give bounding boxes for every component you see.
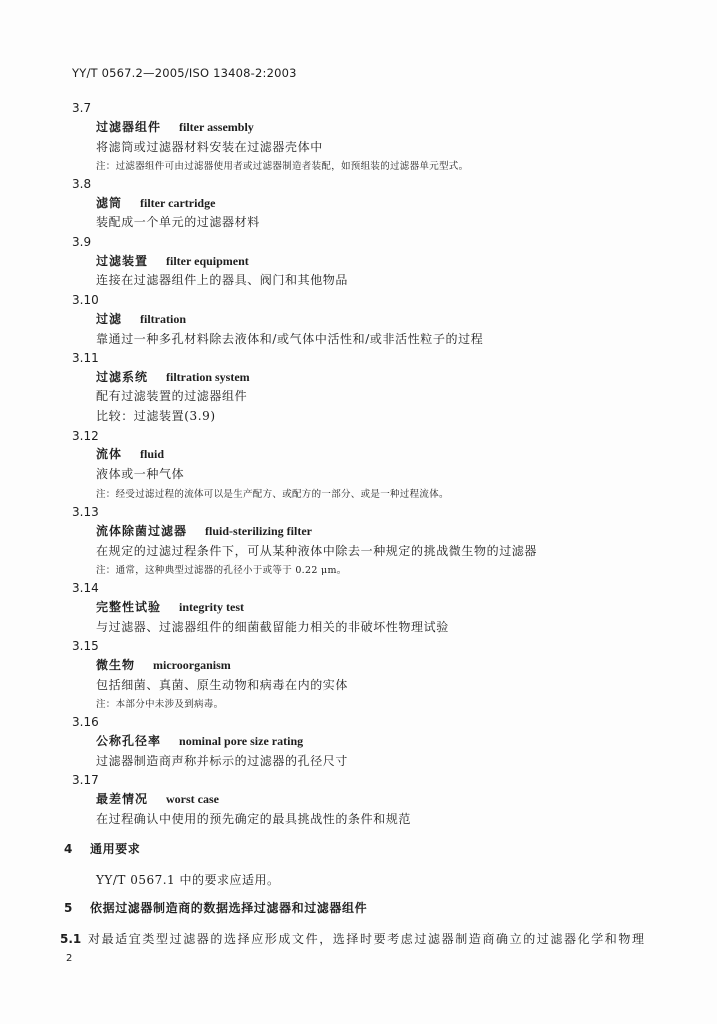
clause-number: 3.11 [72,351,99,365]
term-definition: 包括细菌、真菌、原生动物和病毒在内的实体 [96,678,349,692]
term-en: worst case [166,792,219,806]
term-title [96,524,312,538]
section-title: 依据过滤器制造商的数据选择过滤器和过滤器组件 [90,901,368,915]
term-title [96,370,250,384]
term-note: 注：通常，这种典型过滤器的孔径小于或等于 0.22 μm。 [96,565,347,576]
term-title [96,254,249,268]
term-zh: 微生物 [96,658,136,672]
term-zh: 过滤器组件 [96,120,162,134]
term-zh: 过滤装置 [96,254,149,268]
term-zh: 过滤系统 [96,370,149,384]
clause-number: 3.10 [72,293,99,307]
subsection-paragraph [60,932,646,946]
section-heading [64,842,140,856]
clause-number: 3.17 [72,773,99,787]
term-title [96,312,186,326]
clause-number: 3.16 [72,715,99,729]
clause-number: 3.9 [72,235,92,249]
term-definition: 靠通过一种多孔材料除去液体和/或气体中活性和/或非活性粒子的过程 [96,332,484,346]
standard-header: YY/T 0567.2—2005/ISO 13408-2:2003 [72,66,297,80]
term-zh: 流体 [96,447,123,461]
term-zh: 公称孔径率 [96,734,162,748]
section-body: YY/T 0567.1 中的要求应适用。 [96,873,280,887]
clause-number: 3.15 [72,639,99,653]
section-heading [64,901,367,915]
term-en: filter equipment [166,254,249,268]
subsection-text: 对最适宜类型过滤器的选择应形成文件，选择时要考虑过滤器制造商确立的过滤器化学和物理 [88,932,646,946]
term-comparison: 比较：过滤装置(3.9) [96,409,216,423]
term-en: microorganism [153,658,231,672]
term-en: nominal pore size rating [179,734,304,748]
term-zh: 流体除菌过滤器 [96,524,188,538]
term-title [96,447,164,461]
section-number: 5 [64,901,73,915]
term-definition: 液体或一种气体 [96,467,185,481]
term-title [96,196,215,210]
term-note: 注：经受过滤过程的流体可以是生产配方、或配方的一部分、或是一种过程流体。 [96,489,449,500]
section-number: 4 [64,842,73,856]
clause-number: 3.13 [72,505,99,519]
clause-number: 3.14 [72,581,99,595]
term-definition: 在过程确认中使用的预先确定的最具挑战性的条件和规范 [96,812,412,826]
clause-number: 3.7 [72,101,92,115]
page-number: 2 [66,953,73,964]
term-zh: 过滤 [96,312,123,326]
term-note: 注：过滤器组件可由过滤器使用者或过滤器制造者装配，如预组装的过滤器单元型式。 [96,161,469,172]
term-title [96,658,231,672]
term-en: fluid-sterilizing filter [205,524,312,538]
term-definition: 装配成一个单元的过滤器材料 [96,215,260,229]
term-definition: 在规定的过滤过程条件下，可从某种液体中除去一种规定的挑战微生物的过滤器 [96,544,538,558]
term-definition: 与过滤器、过滤器组件的细菌截留能力相关的非破坏性物理试验 [96,620,449,634]
term-zh: 完整性试验 [96,600,162,614]
subsection-number: 5.1 [60,932,82,946]
term-en: filtration system [166,370,250,384]
term-en: filter cartridge [140,196,216,210]
term-title [96,792,219,806]
clause-number: 3.8 [72,177,92,191]
term-en: filtration [140,312,187,326]
term-definition: 将滤筒或过滤器材料安装在过滤器壳体中 [96,140,323,154]
term-definition: 连接在过滤器组件上的器具、阀门和其他物品 [96,273,349,287]
term-en: integrity test [179,600,244,614]
term-definition: 配有过滤装置的过滤器组件 [96,389,248,403]
clause-number: 3.12 [72,429,99,443]
section-title: 通用要求 [90,842,141,856]
term-title [96,120,254,134]
term-zh: 最差情况 [96,792,149,806]
term-title [96,600,244,614]
term-title [96,734,303,748]
term-en: filter assembly [179,120,254,134]
term-definition: 过滤器制造商声称并标示的过滤器的孔径尺寸 [96,754,349,768]
term-note: 注：本部分中未涉及到病毒。 [96,699,224,710]
term-en: fluid [140,447,165,461]
term-zh: 滤筒 [96,196,123,210]
